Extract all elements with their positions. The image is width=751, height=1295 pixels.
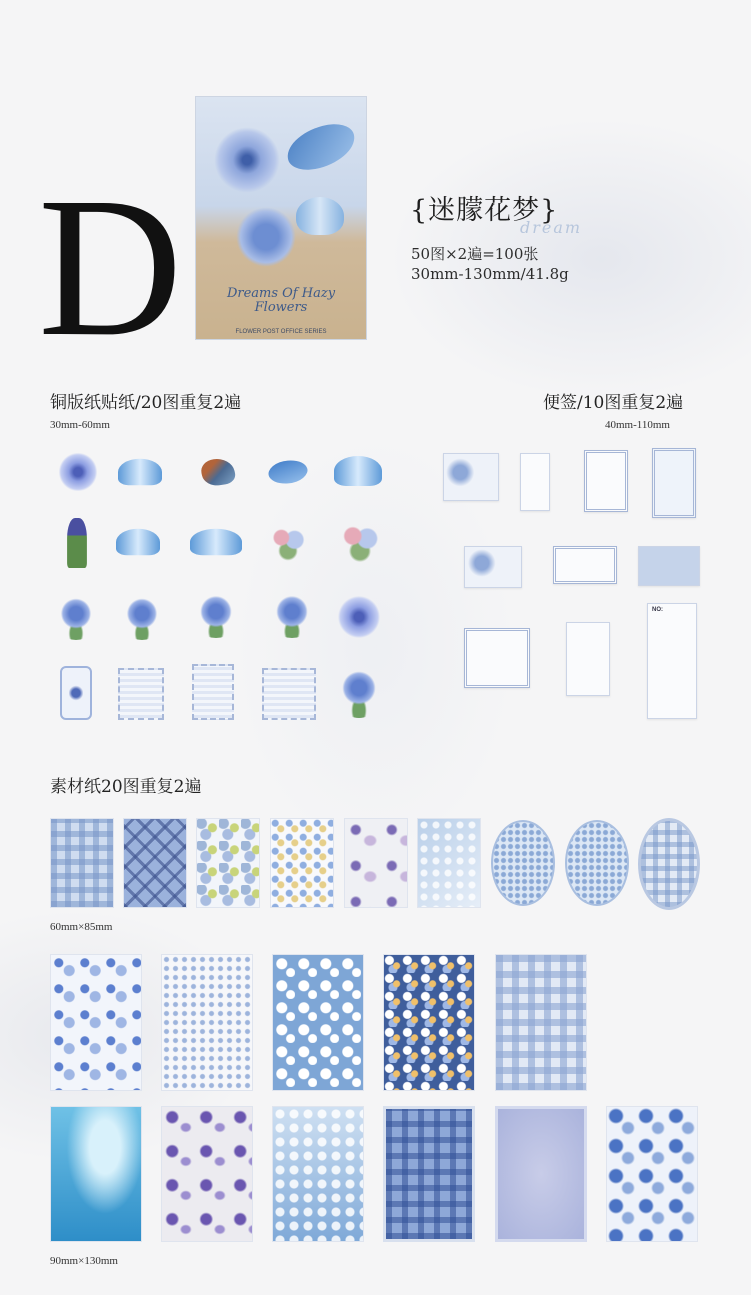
package-bird-icon xyxy=(282,119,360,176)
sticker-butterfly-icon xyxy=(190,529,242,555)
package-subtitle: FLOWER POST OFFICE SERIES xyxy=(235,329,327,335)
paper-toile xyxy=(606,1106,698,1242)
sticker-stamp-icon xyxy=(192,664,234,720)
paper-plaid xyxy=(383,1106,475,1242)
note-floral xyxy=(464,546,522,588)
stickers-size: 30mm-60mm xyxy=(50,419,110,431)
paper-lilac xyxy=(495,1106,587,1242)
sticker-butterfly-icon xyxy=(118,459,162,485)
paper-plaid xyxy=(495,954,587,1091)
sticker-hydrangea-icon xyxy=(54,596,98,640)
sticker-stamp-icon xyxy=(262,668,316,720)
papers-size-large: 90mm×130mm xyxy=(50,1255,118,1267)
paper-plaid-oval xyxy=(638,818,700,910)
sticker-hydrangea-icon xyxy=(192,594,240,638)
note-blue xyxy=(638,546,700,586)
sticker-butterfly-icon xyxy=(116,529,160,555)
paper-plaid xyxy=(123,818,187,908)
paper-floral xyxy=(270,818,334,908)
papers-size-small: 60mm×85mm xyxy=(50,921,113,933)
package-butterfly-icon xyxy=(296,197,344,235)
paper-water xyxy=(50,1106,142,1242)
sticker-flower-icon xyxy=(336,592,382,642)
sticker-bouquet-icon xyxy=(336,516,384,566)
package-title: Dreams Of Hazy Flowers xyxy=(226,286,336,316)
paper-floral xyxy=(161,954,253,1091)
sticker-stamp-icon xyxy=(118,668,164,720)
sticker-card-icon xyxy=(60,666,92,720)
variant-letter: D xyxy=(38,157,183,378)
sticker-butterfly-icon xyxy=(334,456,382,486)
paper-floral xyxy=(272,954,364,1091)
papers-title: 素材纸20图重复2遍 xyxy=(50,777,202,797)
paper-petals xyxy=(161,1106,253,1242)
paper-lace-oval xyxy=(565,820,629,906)
note-floral xyxy=(443,453,499,501)
note-numbered xyxy=(647,603,697,719)
note-frame xyxy=(553,546,617,584)
note-frame xyxy=(584,450,628,512)
spec-size: 30mm-130mm/41.8g xyxy=(411,265,569,283)
product-accent-script: dream xyxy=(520,218,583,237)
stickers-title: 铜版纸贴纸/20图重复2遍 xyxy=(50,393,242,413)
note-frame xyxy=(652,448,696,518)
sticker-hydrangea-icon xyxy=(268,594,316,638)
note-number-label: NO: xyxy=(652,607,663,613)
paper-floral xyxy=(50,954,142,1091)
paper-lace xyxy=(272,1106,364,1242)
paper-lace-oval xyxy=(491,820,555,906)
paper-floral xyxy=(383,954,475,1091)
sticker-iris-icon xyxy=(67,518,87,568)
product-name: {迷朦花梦} xyxy=(410,195,559,226)
package-flower-icon xyxy=(214,127,280,193)
paper-plaid xyxy=(50,818,114,908)
note-frame xyxy=(464,628,530,688)
paper-floral xyxy=(196,818,260,908)
spec-count: 50图×2遍=100张 xyxy=(411,245,539,263)
package-hydrangea-icon xyxy=(236,207,296,267)
note-tag xyxy=(520,453,550,511)
note-plain xyxy=(566,622,610,696)
sticker-hydrangea-icon xyxy=(336,668,382,718)
sticker-flower-icon xyxy=(56,450,100,494)
notes-title: 便签/10图重复2遍 xyxy=(543,393,684,413)
paper-lace xyxy=(417,818,481,908)
notes-size: 40mm-110mm xyxy=(605,419,670,431)
sticker-bouquet-icon xyxy=(266,520,310,564)
sticker-hydrangea-icon xyxy=(120,596,164,640)
paper-petals xyxy=(344,818,408,908)
product-package-image xyxy=(195,96,367,340)
